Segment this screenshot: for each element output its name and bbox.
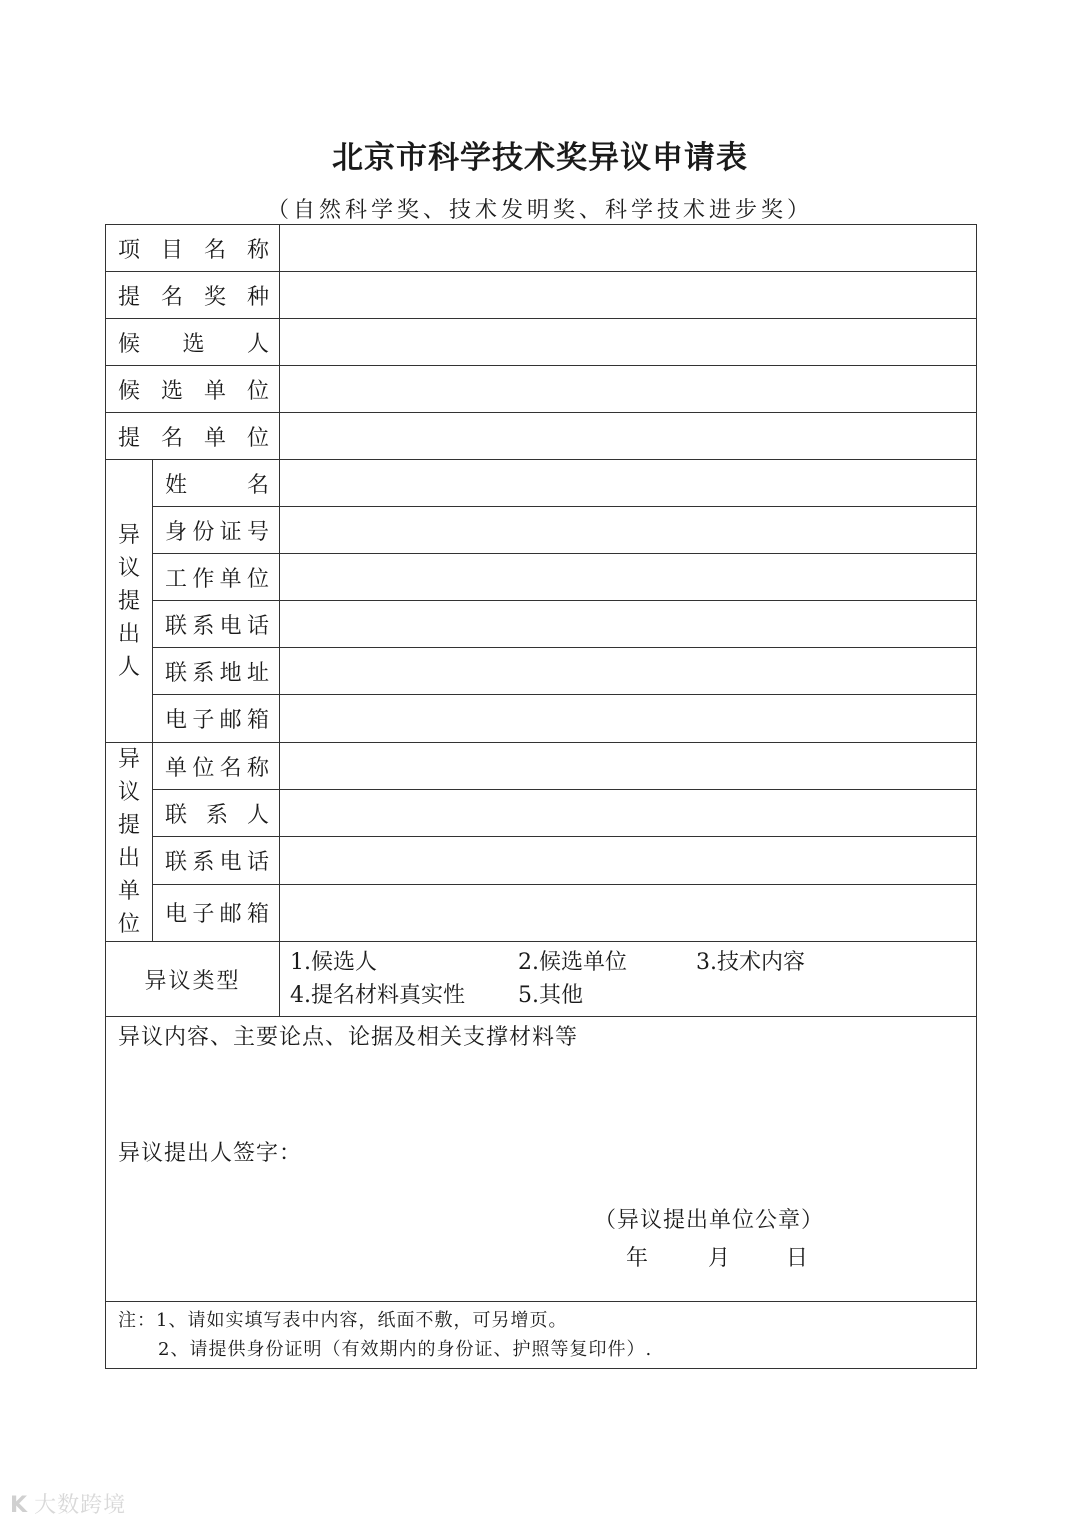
note-line-1: 注：1、请如实填写表中内容，纸面不敷，可另增页。 bbox=[118, 1310, 568, 1331]
table-row bbox=[106, 460, 977, 507]
field-label-candidate: 候选人 bbox=[106, 319, 280, 366]
objector-address-field[interactable] bbox=[280, 648, 977, 695]
table-row bbox=[106, 695, 977, 743]
date-year-label: 年 bbox=[626, 1246, 649, 1271]
objection-content-title: 异议内容、主要论点、论据及相关支撑材料等 bbox=[118, 1025, 579, 1050]
objection-type-option[interactable]: 4.提名材料真实性 bbox=[290, 983, 466, 1008]
date-month-label: 月 bbox=[708, 1246, 731, 1271]
field-label-id-number: 身份证号 bbox=[153, 507, 280, 554]
table-row bbox=[106, 225, 977, 272]
field-label-workplace: 工作单位 bbox=[153, 554, 280, 601]
objector-email-field[interactable] bbox=[280, 695, 977, 743]
candidate-unit-field[interactable] bbox=[280, 366, 977, 413]
group-label-char: 提 bbox=[117, 588, 140, 614]
nominating-unit-field[interactable] bbox=[280, 413, 977, 460]
watermark-logo-icon: K bbox=[10, 1493, 29, 1518]
field-label-nominating-unit: 提名单位 bbox=[106, 413, 280, 460]
group-label-char: 提 bbox=[117, 813, 140, 838]
objector-name-field[interactable] bbox=[280, 460, 977, 507]
watermark bbox=[10, 1488, 126, 1519]
group-label-char: 单 bbox=[117, 879, 140, 904]
field-label-unit-phone: 联系电话 bbox=[153, 837, 280, 884]
objection-content-area[interactable] bbox=[106, 1017, 977, 1302]
field-label-email: 电子邮箱 bbox=[153, 695, 280, 743]
group-label-char: 异 bbox=[117, 747, 140, 772]
table-row bbox=[106, 272, 977, 319]
group-label-objector-person bbox=[106, 460, 153, 743]
field-label-candidate-unit: 候选单位 bbox=[106, 366, 280, 413]
unit-contact-field[interactable] bbox=[280, 790, 977, 837]
project-name-field[interactable] bbox=[280, 225, 977, 272]
objection-type-option[interactable]: 5.其他 bbox=[518, 983, 584, 1008]
table-row bbox=[106, 790, 977, 837]
unit-name-field[interactable] bbox=[280, 743, 977, 790]
table-row bbox=[106, 884, 977, 941]
field-label-unit-name: 单位名称 bbox=[153, 743, 280, 790]
field-label-name: 姓名 bbox=[153, 460, 280, 507]
field-label-award-type: 提名奖种 bbox=[106, 272, 280, 319]
table-row bbox=[106, 507, 977, 554]
table-row bbox=[106, 743, 977, 790]
objector-id-field[interactable] bbox=[280, 507, 977, 554]
field-label-project-name: 项目名称 bbox=[106, 225, 280, 272]
table-row bbox=[106, 601, 977, 648]
objection-type-label: 异议类型 bbox=[106, 942, 280, 1017]
table-row bbox=[106, 942, 977, 1017]
field-label-phone: 联系电话 bbox=[153, 601, 280, 648]
table-row bbox=[106, 413, 977, 460]
unit-phone-field[interactable] bbox=[280, 837, 977, 884]
table-row bbox=[106, 366, 977, 413]
group-label-char: 异 bbox=[117, 522, 140, 548]
award-type-field[interactable] bbox=[280, 272, 977, 319]
unit-email-field[interactable] bbox=[280, 884, 977, 941]
form-title: 北京市科学技术奖异议申请表 bbox=[332, 140, 748, 176]
signature-label: 异议提出人签字： bbox=[118, 1141, 303, 1166]
field-label-address: 联系地址 bbox=[153, 648, 280, 695]
group-label-char: 出 bbox=[117, 846, 140, 871]
group-label-char: 议 bbox=[117, 555, 140, 581]
objection-form-table bbox=[105, 224, 977, 1369]
table-row bbox=[106, 319, 977, 366]
date-line bbox=[626, 1241, 808, 1272]
group-label-objector-unit bbox=[106, 743, 153, 942]
group-label-char: 人 bbox=[117, 654, 140, 680]
objection-type-option[interactable]: 1.候选人 bbox=[290, 950, 378, 975]
group-label-char: 议 bbox=[117, 780, 140, 805]
field-label-unit-email: 电子邮箱 bbox=[153, 884, 280, 941]
objection-type-options bbox=[280, 942, 977, 1017]
field-label-contact-person: 联系人 bbox=[153, 790, 280, 837]
objector-phone-field[interactable] bbox=[280, 601, 977, 648]
date-day-label: 日 bbox=[786, 1246, 809, 1271]
unit-seal-label: （异议提出单位公章） bbox=[594, 1208, 825, 1233]
group-label-char: 位 bbox=[117, 912, 140, 937]
note-line-2: 2、请提供身份证明（有效期内的身份证、护照等复印件）. bbox=[158, 1339, 653, 1360]
group-label-char: 出 bbox=[117, 621, 140, 647]
table-row bbox=[106, 1017, 977, 1302]
watermark-text: 大数跨境 bbox=[34, 1493, 127, 1518]
table-row bbox=[106, 648, 977, 695]
table-row bbox=[106, 1302, 977, 1369]
table-row bbox=[106, 837, 977, 884]
objection-type-option[interactable]: 3.技术内容 bbox=[696, 950, 806, 975]
objection-type-option[interactable]: 2.候选单位 bbox=[518, 950, 628, 975]
candidate-field[interactable] bbox=[280, 319, 977, 366]
objector-workplace-field[interactable] bbox=[280, 554, 977, 601]
form-subtitle: （自然科学奖、技术发明奖、科学技术进步奖） bbox=[266, 198, 813, 223]
table-row bbox=[106, 554, 977, 601]
notes-cell bbox=[106, 1302, 977, 1369]
